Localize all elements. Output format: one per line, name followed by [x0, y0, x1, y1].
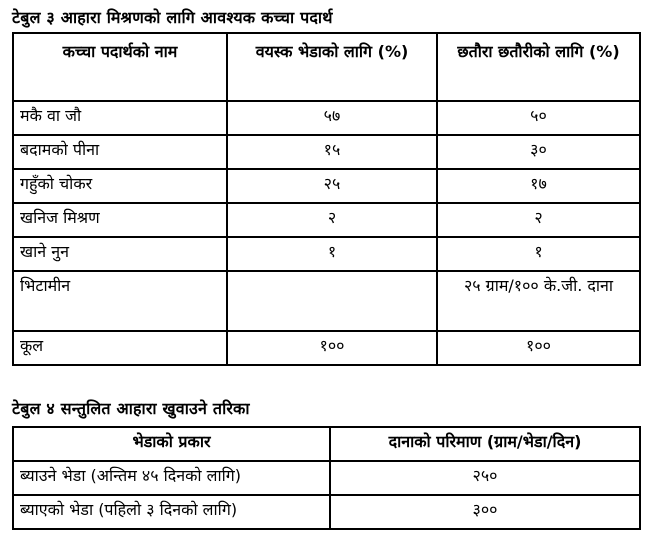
cell-young: ३०	[437, 135, 640, 169]
table-header-row	[13, 427, 640, 461]
cell-adult: २५	[227, 169, 437, 203]
cell-adult: ५७	[227, 101, 437, 135]
cell-material: खाने नुन	[13, 237, 227, 271]
cell-material: गहुँको चोकर	[13, 169, 227, 203]
cell-material: मकै वा जौ	[13, 101, 227, 135]
cell-material: भिटामीन	[13, 271, 227, 331]
cell-feed-amount: ३००	[330, 495, 640, 529]
table4-caption: टेबुल ४ सन्तुलित आहारा खुवाउने तरिका	[12, 399, 250, 418]
cell-young: ५०	[437, 101, 640, 135]
table-row	[13, 135, 640, 169]
cell-young: २	[437, 203, 640, 237]
table-row	[13, 271, 640, 331]
cell-sheep-type: ब्याएको भेडा (पहिलो ३ दिनको लागि)	[13, 495, 330, 529]
header-raw-material: कच्चा पदार्थको नाम	[13, 33, 227, 101]
table3-caption: टेबुल ३ आहारा मिश्रणको लागि आवश्यक कच्चा पदार्थ	[12, 8, 333, 27]
table-header-row	[13, 33, 640, 101]
raw-materials-table	[12, 32, 641, 366]
table-row	[13, 461, 640, 495]
table-row	[13, 495, 640, 529]
cell-young: १००	[437, 331, 640, 365]
table-row	[13, 331, 640, 365]
cell-adult: २	[227, 203, 437, 237]
cell-adult: १००	[227, 331, 437, 365]
cell-material: बदामको पीना	[13, 135, 227, 169]
cell-adult	[227, 271, 437, 331]
cell-young: २५ ग्राम/१०० के.जी. दाना	[437, 271, 640, 331]
cell-young: १७	[437, 169, 640, 203]
header-adult-sheep: वयस्क भेडाको लागि (%)	[227, 33, 437, 101]
cell-adult: १	[227, 237, 437, 271]
header-young-sheep: छतौरा छतौरीको लागि (%)	[437, 33, 640, 101]
table-row	[13, 169, 640, 203]
header-feed-amount: दानाको परिमाण (ग्राम/भेडा/दिन)	[330, 427, 640, 461]
cell-material: कूल	[13, 331, 227, 365]
cell-young: १	[437, 237, 640, 271]
feeding-method-table	[12, 426, 641, 530]
table-row	[13, 203, 640, 237]
table-row	[13, 237, 640, 271]
table-row	[13, 101, 640, 135]
cell-material: खनिज मिश्रण	[13, 203, 227, 237]
cell-sheep-type: ब्याउने भेडा (अन्तिम ४५ दिनको लागि)	[13, 461, 330, 495]
cell-feed-amount: २५०	[330, 461, 640, 495]
header-sheep-type: भेडाको प्रकार	[13, 427, 330, 461]
cell-adult: १५	[227, 135, 437, 169]
